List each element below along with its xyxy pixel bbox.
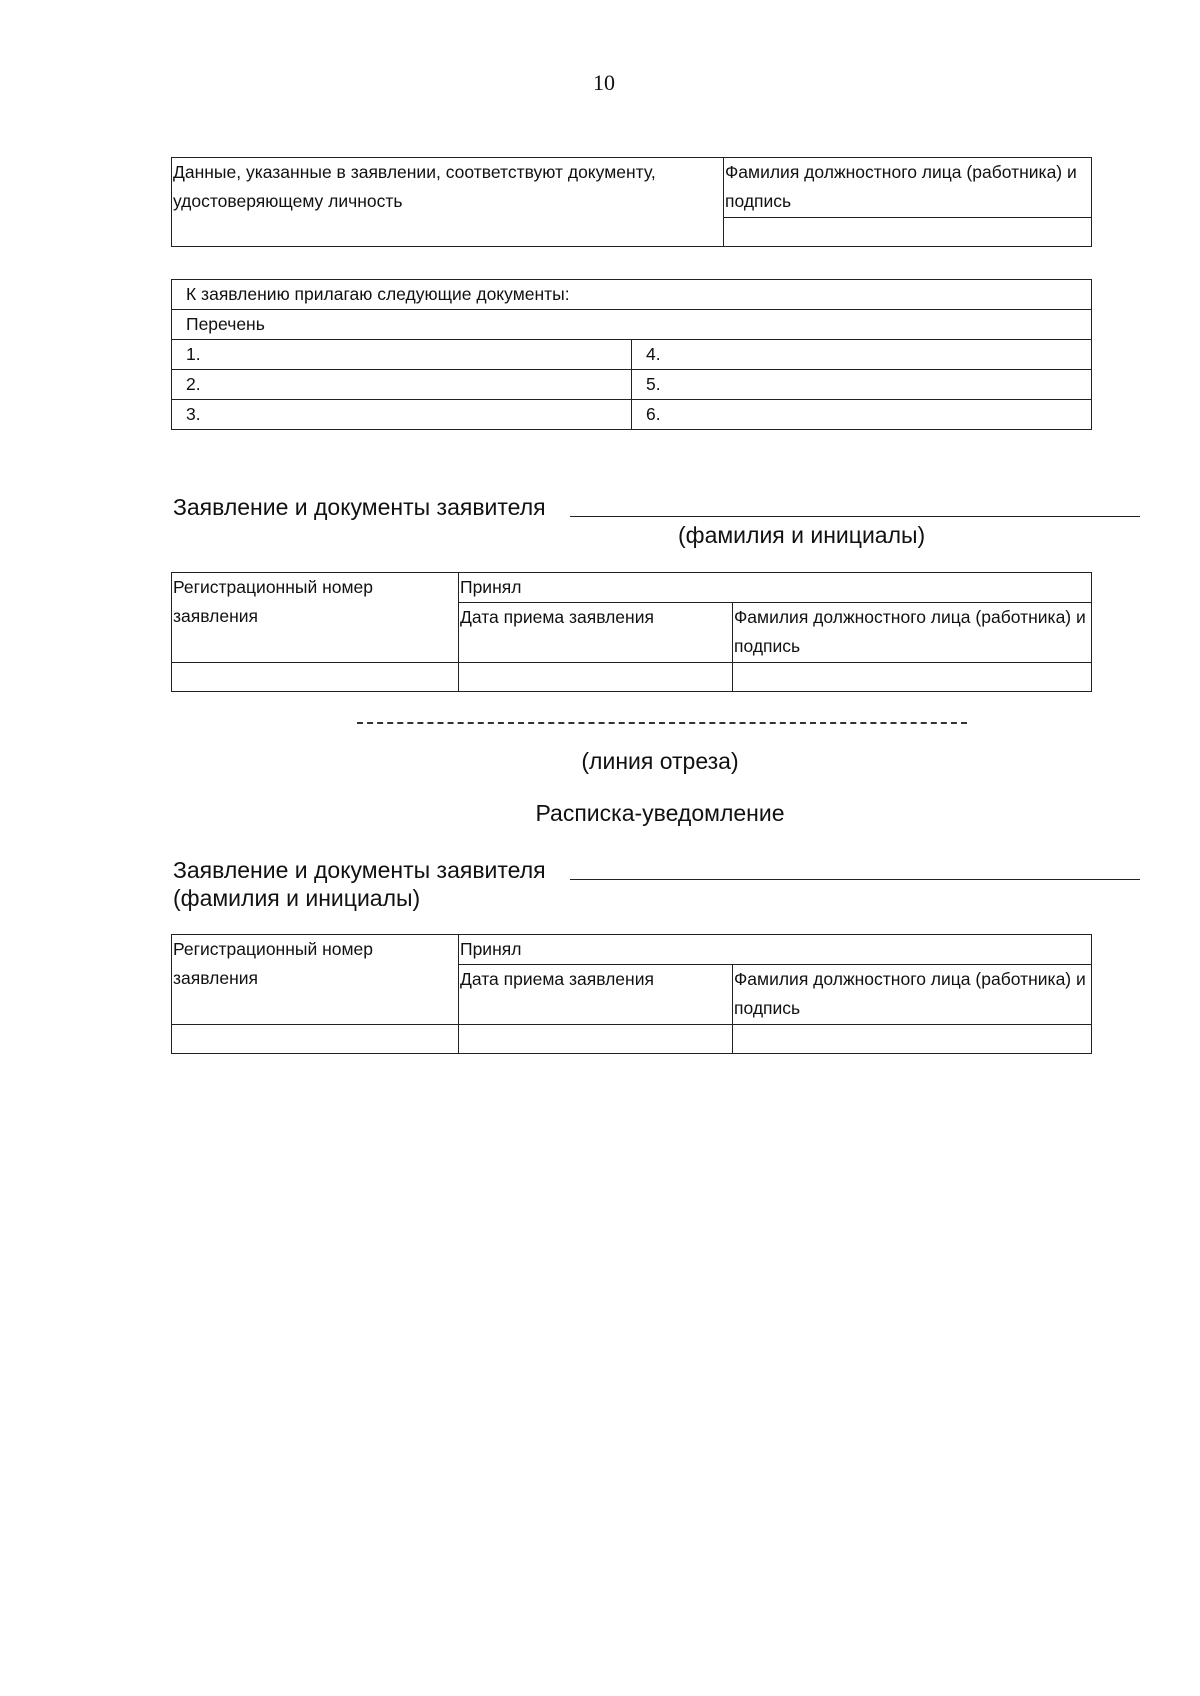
reg-number-field[interactable]: [172, 663, 459, 692]
reg-number-label: Регистрационный номер заявления: [173, 577, 373, 626]
date-label: Дата приема заявления: [460, 607, 654, 627]
accepted-label: Принял: [460, 577, 522, 597]
registration-table-2: [171, 934, 1092, 1054]
verification-table: [171, 157, 1092, 247]
official-signature-field[interactable]: [724, 217, 1092, 246]
attachment-item[interactable]: [172, 340, 632, 370]
official-label-cell: [733, 603, 1092, 663]
attachment-item[interactable]: [172, 400, 632, 430]
receipt-title: Расписка-уведомление: [535, 800, 785, 826]
reg-number-label: Регистрационный номер заявления: [173, 939, 373, 988]
registration-table-1: [171, 572, 1092, 692]
attachment-item[interactable]: [632, 340, 1092, 370]
verification-statement: Данные, указанные в заявлении, соответствуют документу, удостоверяющему личность: [173, 162, 656, 211]
cut-line: [357, 722, 967, 724]
official-label: Фамилия должностного лица (работника) и подпись: [734, 969, 1086, 1018]
date-label-cell: [459, 603, 733, 663]
page-number: 10: [593, 70, 615, 95]
date-label-cell: [459, 965, 733, 1025]
reg-number-field[interactable]: [172, 1025, 459, 1054]
official-label-cell: [724, 158, 1092, 218]
accepted-label-cell: [459, 573, 1092, 603]
attachment-item[interactable]: [172, 370, 632, 400]
official-signature-field[interactable]: [733, 663, 1092, 692]
official-label-cell: [733, 965, 1092, 1025]
attachment-item-number: 2.: [186, 374, 201, 394]
applicant-statement-1: Заявление и документы заявителя: [173, 494, 546, 520]
attachment-item-number: 6.: [646, 404, 661, 424]
attachment-item-number: 3.: [186, 404, 201, 424]
verification-statement-cell: [172, 158, 724, 247]
applicant-statement-2: Заявление и документы заявителя: [173, 857, 546, 883]
official-label: Фамилия должностного лица (работника) и подпись: [734, 607, 1086, 656]
applicant-name-field-1[interactable]: [570, 516, 1140, 517]
attachment-item[interactable]: [632, 400, 1092, 430]
attachments-table: [171, 279, 1092, 430]
applicant-name-caption-2: (фамилия и инициалы): [173, 885, 421, 911]
date-field[interactable]: [459, 663, 733, 692]
attachments-list-label-cell: [172, 310, 1092, 340]
reg-number-label-cell: [172, 573, 459, 663]
applicant-name-caption-1: (фамилия и инициалы): [678, 522, 926, 548]
official-signature-field[interactable]: [733, 1025, 1092, 1054]
attachments-list-label: Перечень: [186, 314, 265, 334]
attachment-item-number: 5.: [646, 374, 661, 394]
attachment-item-number: 1.: [186, 344, 201, 364]
attachments-header: К заявлению прилагаю следующие документы:: [186, 284, 570, 304]
attachments-header-cell: [172, 280, 1092, 310]
accepted-label-cell: [459, 935, 1092, 965]
reg-number-label-cell: [172, 935, 459, 1025]
attachment-item-number: 4.: [646, 344, 661, 364]
date-field[interactable]: [459, 1025, 733, 1054]
accepted-label: Принял: [460, 939, 522, 959]
cut-line-caption: (линия отреза): [581, 748, 739, 774]
applicant-name-field-2[interactable]: [570, 879, 1140, 880]
attachment-item[interactable]: [632, 370, 1092, 400]
official-label: Фамилия должностного лица (работника) и подпись: [725, 162, 1077, 211]
date-label: Дата приема заявления: [460, 969, 654, 989]
